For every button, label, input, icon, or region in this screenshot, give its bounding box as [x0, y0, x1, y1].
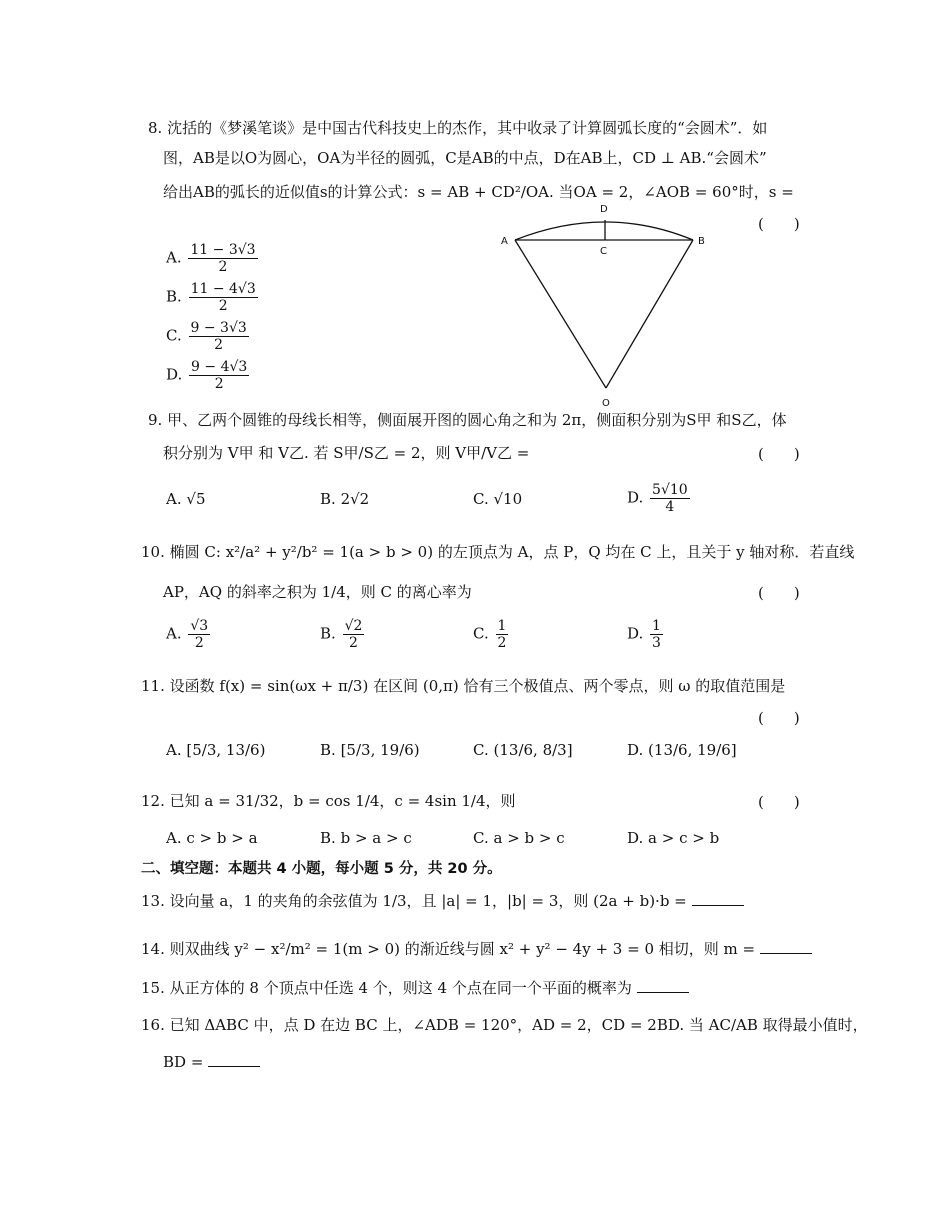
q12-option-a: A. c > b > a [166, 829, 258, 847]
q10-option-c: C. $\frac{1}{2}$ [473, 618, 507, 651]
q8-sector-figure [490, 198, 720, 413]
q8-option-c: C. $\frac{9 - 3√3}{2}$ [166, 320, 247, 353]
q8-answer-paren: ( ) [758, 215, 800, 233]
q12-line1: 12. 已知 a = 31/32，b = cos 1/4，c = 4sin 1/4，则 [141, 792, 516, 810]
q12-option-c: C. a > b > c [473, 829, 565, 847]
q16-line2: BD = [163, 1052, 260, 1072]
label-o: O [602, 398, 610, 409]
q16-line1: 16. 已知 ΔABC 中，点 D 在边 BC 上，∠ADB = 120°，AD = 2，CD = 2BD. 当 AC/AB 取得最小值时， [141, 1016, 868, 1034]
q9-option-d: D. $\frac{5√10}{4}$ [627, 482, 688, 515]
q16-answer-blank[interactable] [208, 1052, 260, 1067]
q13-line: 13. 设向量 a，1 的夹角的余弦值为 1/3，且 |a| = 1，|b| = 3，则 (2a + b)·b = [141, 891, 744, 911]
q9-line1: 9. 甲、乙两个圆锥的母线长相等，侧面展开图的圆心角之和为 2π，侧面积分别为S甲 和S乙，体 [148, 411, 787, 429]
q11-option-c: C. (13/6, 8/3] [473, 741, 573, 759]
radius-oa [515, 240, 606, 388]
q12-answer-paren: ( ) [758, 793, 800, 811]
q9-line2: 积分别为 V甲 和 V乙. 若 S甲/S乙 = 2，则 V甲/V乙 = [163, 444, 530, 462]
q8-option-d: D. $\frac{9 - 4√3}{2}$ [166, 359, 248, 392]
q9-answer-paren: ( ) [758, 445, 800, 463]
section-2-heading: 二、填空题：本题共 4 小题，每小题 5 分，共 20 分。 [141, 861, 502, 877]
q15-answer-blank[interactable] [637, 978, 689, 993]
q8-line1: 8. 沈括的《梦溪笔谈》是中国古代科技史上的杰作，其中收录了计算圆弧长度的“会圆术”．如 [148, 119, 768, 137]
q10-answer-paren: ( ) [758, 584, 800, 602]
q12-option-d: D. a > c > b [627, 829, 720, 847]
q10-option-b: B. $\frac{√2}{2}$ [320, 618, 363, 651]
label-b: B [698, 236, 705, 247]
q11-line1: 11. 设函数 f(x) = sin(ωx + π/3) 在区间 (0,π) 恰有三个极值点、两个零点，则 ω 的取值范围是 [141, 677, 786, 695]
q11-option-b: B. [5/3, 19/6) [320, 741, 420, 759]
q9-option-a: A. √5 [166, 490, 206, 508]
q10-line1: 10. 椭圆 C: x²/a² + y²/b² = 1(a > b > 0) 的左顶点为 A，点 P，Q 均在 C 上，且关于 y 轴对称．若直线 [141, 543, 855, 561]
q12-option-b: B. b > a > c [320, 829, 412, 847]
q8-line3: 给出AB的弧长的近似值s的计算公式：s = AB + CD²/OA. 当OA = 2，∠AOB = 60°时，s = [163, 183, 794, 201]
q13-answer-blank[interactable] [692, 891, 744, 906]
q11-answer-paren: ( ) [758, 709, 800, 727]
q8-line2: 图，AB是以O为圆心，OA为半径的圆弧，C是AB的中点，D在AB上，CD ⊥ AB.“会圆术” [163, 149, 767, 167]
radius-ob [606, 240, 693, 388]
q8-option-a: A. $\frac{11 - 3√3}{2}$ [166, 242, 256, 275]
arc-ab [515, 222, 693, 240]
label-a: A [501, 236, 508, 247]
label-c: C [600, 246, 607, 257]
q9-option-b: B. 2√2 [320, 490, 370, 508]
q9-option-c: C. √10 [473, 490, 523, 508]
q10-option-a: A. $\frac{√3}{2}$ [166, 618, 209, 651]
q14-answer-blank[interactable] [760, 939, 812, 954]
q8-option-b: B. $\frac{11 - 4√3}{2}$ [166, 281, 256, 314]
q10-option-d: D. $\frac{1}{3}$ [627, 618, 661, 651]
q11-option-a: A. [5/3, 13/6) [166, 741, 266, 759]
q15-line: 15. 从正方体的 8 个顶点中任选 4 个，则这 4 个点在同一个平面的概率为 [141, 978, 689, 998]
q10-line2: AP，AQ 的斜率之积为 1/4，则 C 的离心率为 [163, 583, 472, 601]
q14-line: 14. 则双曲线 y² − x²/m² = 1(m > 0) 的渐近线与圆 x² + y² − 4y + 3 = 0 相切，则 m = [141, 939, 812, 959]
q11-option-d: D. (13/6, 19/6] [627, 741, 737, 759]
label-d: D [600, 204, 608, 215]
